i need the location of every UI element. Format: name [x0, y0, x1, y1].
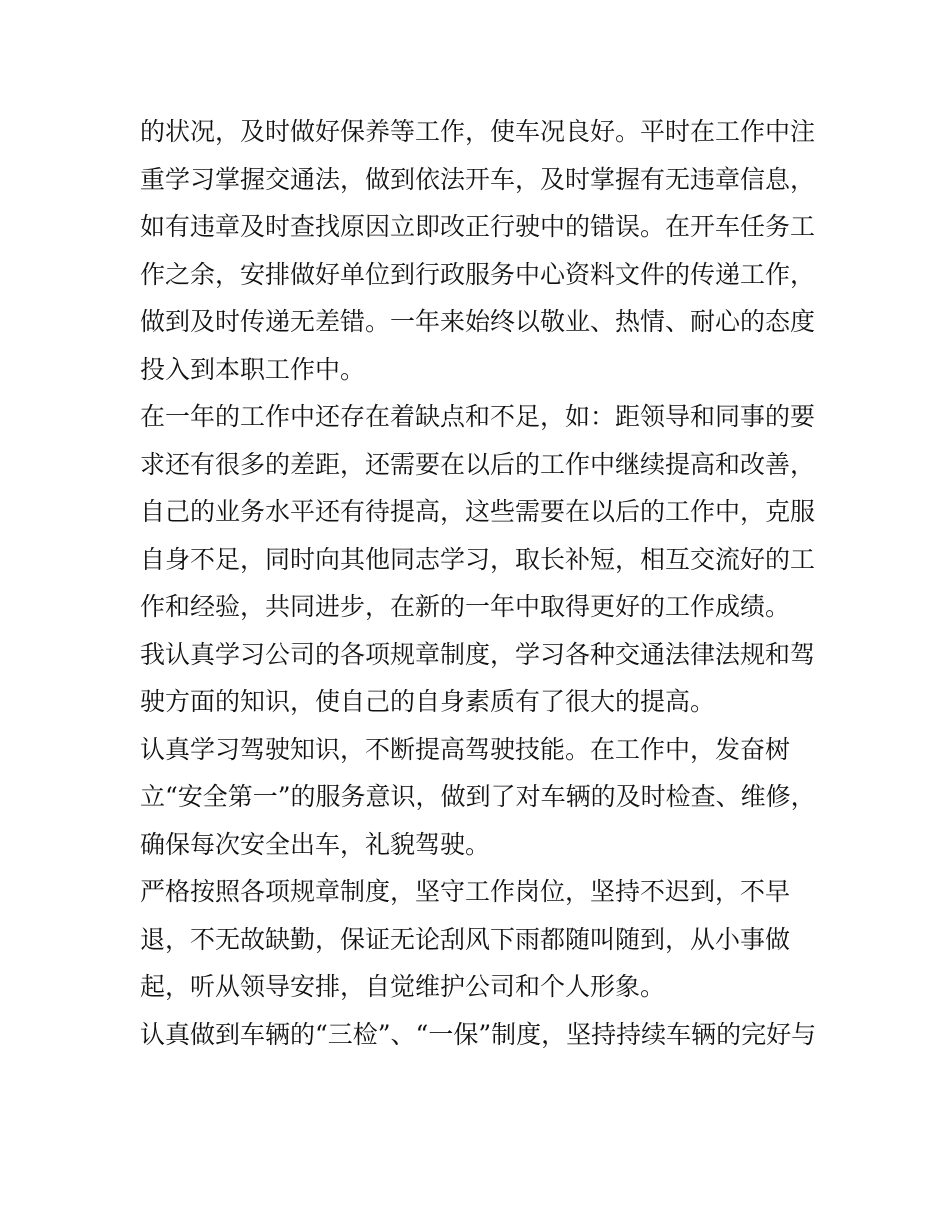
text-line: 投入到本职工作中。 [140, 354, 366, 384]
text-line: 自身不足，同时向其他同志学习，取长补短，相互交流好的工 [140, 544, 816, 574]
text-line: 如有违章及时查找原因立即改正行驶中的错误。在开车任务工 [140, 212, 816, 241]
text-line: 在一年的工作中还存在着缺点和不足，如：距领导和同事的要 [140, 402, 816, 431]
text-line: 做到及时传递无差错。一年来始终以敬业、热情、耐心的态度 [140, 307, 816, 336]
text-line: 重学习掌握交通法，做到依法开车，及时掌握有无违章信息， [140, 164, 816, 194]
text-line: 作和经验，共同进步，在新的一年中取得更好的工作成绩。 [140, 592, 791, 621]
text-line: 我认真学习公司的各项规章制度，学习各种交通法律法规和驾 [140, 639, 816, 669]
text-line: 认真做到车辆的“三检”、“一保”制度，坚持持续车辆的完好与 [140, 1019, 817, 1049]
text-line: 退，不无故缺勤，保证无论刮风下雨都随叫随到，从小事做 [140, 924, 791, 954]
text-line: 起，听从领导安排，自觉维护公司和个人形象。 [140, 972, 666, 1001]
text-line: 驶方面的知识，使自己的自身素质有了很大的提高。 [140, 687, 716, 716]
text-line: 严格按照各项规章制度，坚守工作岗位，坚持不迟到，不早 [140, 877, 791, 906]
text-line: 求还有很多的差距，还需要在以后的工作中继续提高和改善， [140, 449, 816, 479]
text-line: 自己的业务水平还有待提高，这些需要在以后的工作中，克服 [140, 497, 816, 526]
text-line: 的状况，及时做好保养等工作，使车况良好。平时在工作中注 [140, 117, 816, 146]
text-line: 认真学习驾驶知识，不断提高驾驶技能。在工作中，发奋树 [140, 734, 791, 764]
text-line: 立“安全第一”的服务意识，做到了对车辆的及时检查、维修， [140, 782, 816, 811]
text-line: 确保每次安全出车，礼貌驾驶。 [140, 829, 491, 859]
text-line: 作之余，安排做好单位到行政服务中心资料文件的传递工作， [140, 259, 816, 289]
document-body [140, 108, 820, 1058]
